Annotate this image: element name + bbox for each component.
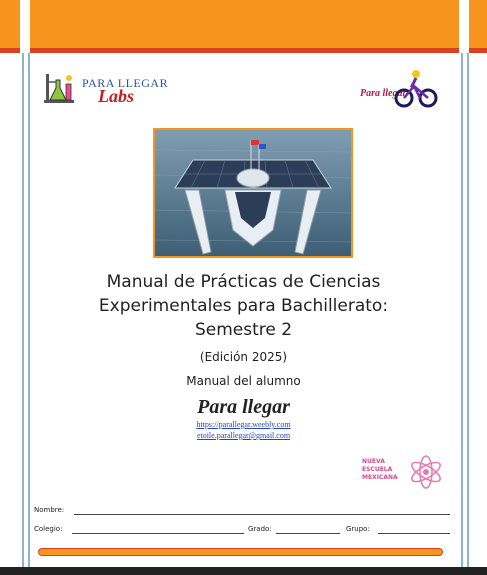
email-link[interactable]: etoile.parallegar@gmail.com	[196, 431, 291, 440]
logo-left-line1: PARA LLEGAR	[82, 76, 169, 90]
header-band-stripe	[0, 48, 487, 53]
cover-title-line1: Manual de Prácticas de Ciencias	[106, 272, 381, 292]
grade-input-line[interactable]	[276, 533, 340, 534]
cover-title-line3: Semestre 2	[194, 320, 293, 340]
name-input-line[interactable]	[74, 514, 450, 515]
name-field-row	[34, 506, 454, 518]
page-bottom-edge	[0, 567, 487, 575]
name-label: Nombre:	[34, 506, 65, 514]
nem-line1: NUEVA	[362, 458, 385, 465]
manual-type-label: Manual del alumno	[186, 374, 301, 388]
website-link[interactable]: https://parallegar.weebly.com	[196, 420, 291, 429]
left-border-line	[22, 0, 24, 570]
grade-label: Grado:	[248, 525, 272, 533]
edition-label: (Edición 2025)	[199, 350, 288, 364]
footer-accent-bar	[38, 548, 443, 556]
solar-boat-image	[155, 130, 351, 256]
nem-logo-text	[362, 458, 398, 482]
logo-right-text: Para llegar	[360, 88, 407, 99]
group-label: Grupo:	[346, 525, 370, 533]
header-band	[0, 0, 487, 52]
school-input-line[interactable]	[72, 533, 244, 534]
lab-equipment-icon	[42, 72, 78, 108]
parallegar-cyclist-logo	[360, 68, 442, 112]
solar-boat-photo	[153, 128, 353, 258]
nem-flower-icon	[406, 452, 446, 492]
right-border-line-inner	[461, 0, 463, 570]
header-gap-right	[459, 0, 469, 53]
left-border-line-inner	[28, 0, 30, 570]
right-border-line	[467, 0, 469, 570]
nueva-escuela-mexicana-logo	[362, 452, 448, 492]
logo-left-line2: Labs	[98, 86, 134, 106]
parallegar-labs-logo	[42, 72, 172, 112]
nem-line3: MEXICANA	[362, 474, 398, 481]
cover-title-line2: Experimentales para Bachillerato:	[98, 296, 389, 316]
school-label: Colegio:	[34, 525, 63, 533]
nem-line2: ESCUELA	[362, 466, 393, 473]
school-field-row	[34, 525, 454, 537]
group-input-line[interactable]	[378, 533, 450, 534]
cyclist-icon	[390, 68, 440, 108]
header-gap-left	[20, 0, 30, 53]
brand-name: Para llegar	[197, 396, 290, 418]
